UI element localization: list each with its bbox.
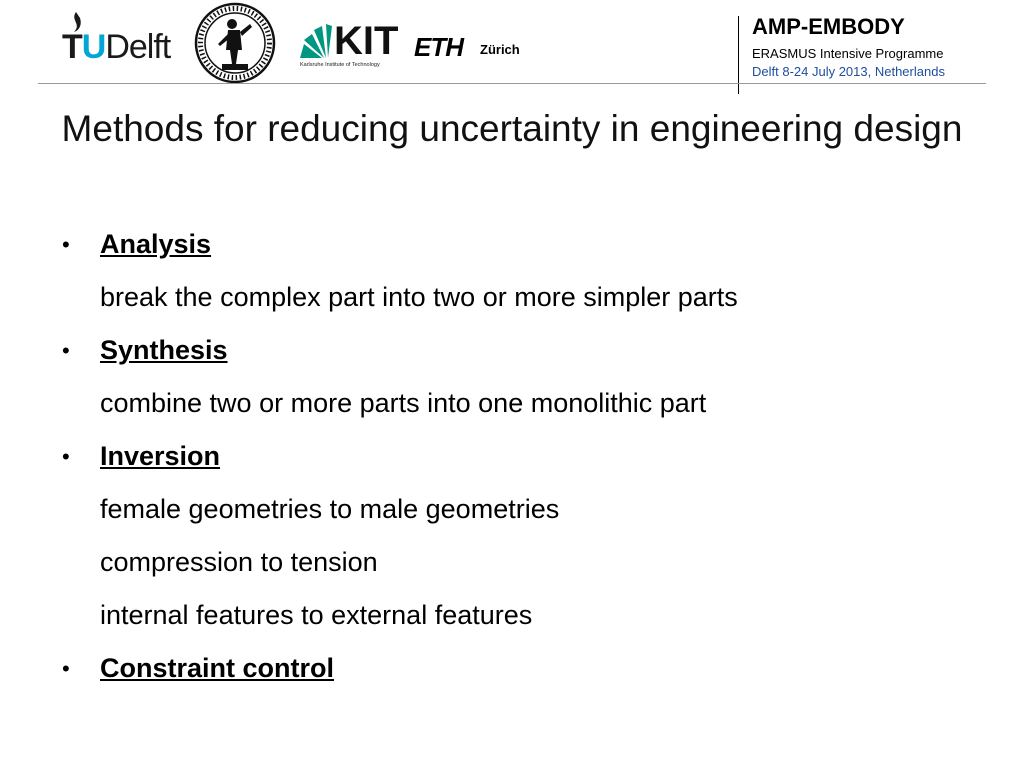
- tudelft-t: T: [62, 28, 82, 66]
- bullet-item: [62, 218, 1002, 271]
- bullet-heading-synthesis: Synthesis: [100, 335, 228, 365]
- tudelft-wordmark: [62, 28, 170, 67]
- eth-zurich-label: Zürich: [480, 42, 520, 57]
- bullet-item: [62, 642, 1002, 695]
- program-subtitle: ERASMUS Intensive Programme: [752, 46, 944, 61]
- bullet-heading-constraint-control: Constraint control: [100, 653, 334, 683]
- kit-logo: [298, 14, 400, 70]
- kit-mark-icon: [298, 14, 398, 60]
- program-date-location: Delft 8-24 July 2013, Netherlands: [752, 64, 945, 79]
- bullet-heading-analysis: Analysis: [100, 229, 212, 259]
- bullet-icon: •: [62, 232, 70, 257]
- tudelft-u: U: [81, 28, 106, 66]
- bullet-heading-inversion: Inversion: [100, 441, 221, 471]
- eth-wordmark: ETH: [414, 32, 463, 62]
- eth-zurich-logo: [414, 32, 529, 62]
- bullet-detail: female geometries to male geometries: [100, 494, 560, 524]
- kit-wordmark: KIT: [334, 19, 398, 60]
- bullet-detail: compression to tension: [100, 547, 378, 577]
- bullet-icon: •: [62, 338, 70, 363]
- bullet-detail: internal features to external features: [100, 600, 533, 630]
- bullet-detail: break the complex part into two or more simpler parts: [100, 282, 738, 312]
- bullet-icon: •: [62, 444, 70, 469]
- ntua-seal-icon: [194, 2, 276, 84]
- slide-title: Methods for reducing uncertainty in engineering design: [61, 108, 963, 149]
- program-title: AMP-EMBODY: [752, 14, 905, 39]
- bullet-icon: •: [62, 656, 70, 681]
- tudelft-logo: [60, 10, 182, 66]
- header-divider-horizontal: [38, 83, 986, 84]
- bullet-item: [62, 430, 1002, 483]
- bullet-detail: combine two or more parts into one monolithic part: [100, 388, 707, 418]
- kit-subtitle: Karlsruhe Institute of Technology: [300, 62, 380, 68]
- tudelft-delft: Delft: [105, 28, 171, 66]
- bullet-item: [62, 324, 1002, 377]
- slide-header: [0, 0, 1024, 100]
- bullet-list: [62, 218, 1002, 695]
